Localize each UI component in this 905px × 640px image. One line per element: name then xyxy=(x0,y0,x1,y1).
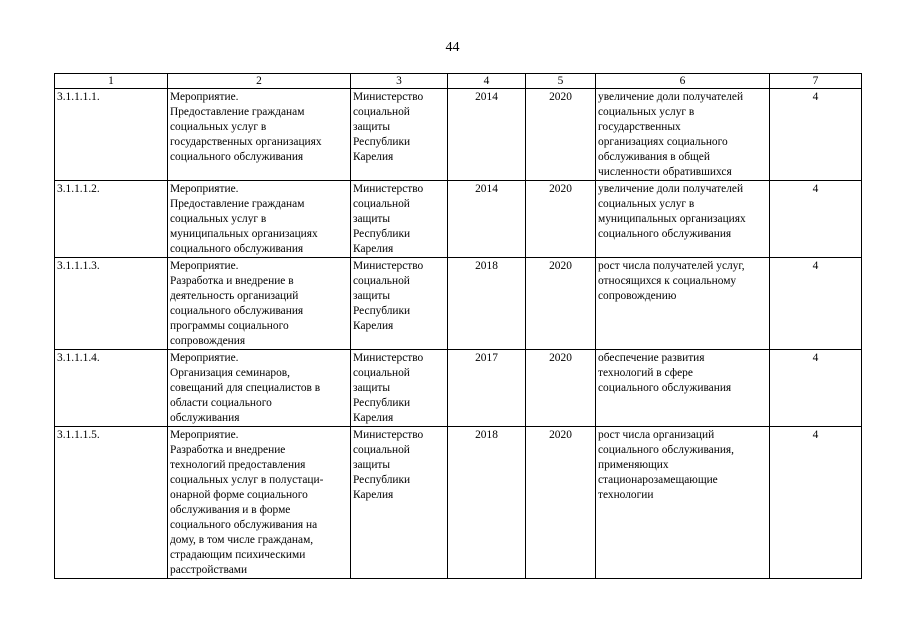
measure-expected-result: увеличение доли получателей социальных услуг в государственных организациях социального обслуживания в общей численности обратившихся xyxy=(596,89,770,181)
measure-code: 3.1.1.1.3. xyxy=(55,258,168,350)
measure-expected-result: рост числа получателей услуг, относящихся к социальному сопровождению xyxy=(596,258,770,350)
table-row xyxy=(55,89,862,181)
measure-end-year: 2020 xyxy=(526,427,596,579)
table-row xyxy=(55,258,862,350)
measure-end-year: 2020 xyxy=(526,181,596,258)
measure-description: Мероприятие. Организация семинаров, совещаний для специалистов в области социального обслуживания xyxy=(168,350,351,427)
measure-description: Мероприятие. Разработка и внедрение технологий предоставления социальных услуг в полустаци- онарной форме социального обслуживания и в форме социального обслуживания на дому, в том числе гражданам, страдающим психическими расстройствами xyxy=(168,427,351,579)
measure-start-year: 2018 xyxy=(448,427,526,579)
measure-executor: Министерство социальной защиты Республики Карелия xyxy=(351,427,448,579)
measure-expected-result: рост числа организаций социального обслуживания, применяющих стационарозамещающие технологии xyxy=(596,427,770,579)
measure-executor: Министерство социальной защиты Республики Карелия xyxy=(351,350,448,427)
measure-executor: Министерство социальной защиты Республики Карелия xyxy=(351,258,448,350)
measure-expected-result: обеспечение развития технологий в сфере социального обслуживания xyxy=(596,350,770,427)
measure-indicator: 4 xyxy=(770,258,862,350)
measure-code: 3.1.1.1.4. xyxy=(55,350,168,427)
measure-code: 3.1.1.1.2. xyxy=(55,181,168,258)
table-row xyxy=(55,350,862,427)
header-cell-7: 7 xyxy=(770,74,862,89)
measure-indicator: 4 xyxy=(770,89,862,181)
measure-end-year: 2020 xyxy=(526,89,596,181)
measure-code: 3.1.1.1.1. xyxy=(55,89,168,181)
measure-description: Мероприятие. Предоставление гражданам социальных услуг в муниципальных организациях социального обслуживания xyxy=(168,181,351,258)
measure-executor: Министерство социальной защиты Республики Карелия xyxy=(351,181,448,258)
header-cell-3: 3 xyxy=(351,74,448,89)
header-cell-2: 2 xyxy=(168,74,351,89)
header-cell-1: 1 xyxy=(55,74,168,89)
measure-executor: Министерство социальной защиты Республики Карелия xyxy=(351,89,448,181)
header-cell-6: 6 xyxy=(596,74,770,89)
measure-description: Мероприятие. Разработка и внедрение в деятельность организаций социального обслуживания программы социального сопровождения xyxy=(168,258,351,350)
measure-start-year: 2018 xyxy=(448,258,526,350)
page-number: 44 xyxy=(445,40,460,55)
measure-indicator: 4 xyxy=(770,181,862,258)
measure-expected-result: увеличение доли получателей социальных услуг в муниципальных организациях социального обслуживания xyxy=(596,181,770,258)
measure-code: 3.1.1.1.5. xyxy=(55,427,168,579)
measure-indicator: 4 xyxy=(770,427,862,579)
table-header-row xyxy=(55,74,862,89)
program-measures-table xyxy=(54,73,862,579)
measure-end-year: 2020 xyxy=(526,350,596,427)
measure-start-year: 2014 xyxy=(448,89,526,181)
table-row xyxy=(55,427,862,579)
header-cell-4: 4 xyxy=(448,74,526,89)
table-row xyxy=(55,181,862,258)
header-cell-5: 5 xyxy=(526,74,596,89)
measure-indicator: 4 xyxy=(770,350,862,427)
measure-start-year: 2017 xyxy=(448,350,526,427)
measure-description: Мероприятие. Предоставление гражданам социальных услуг в государственных организациях социального обслуживания xyxy=(168,89,351,181)
measure-end-year: 2020 xyxy=(526,258,596,350)
measure-start-year: 2014 xyxy=(448,181,526,258)
